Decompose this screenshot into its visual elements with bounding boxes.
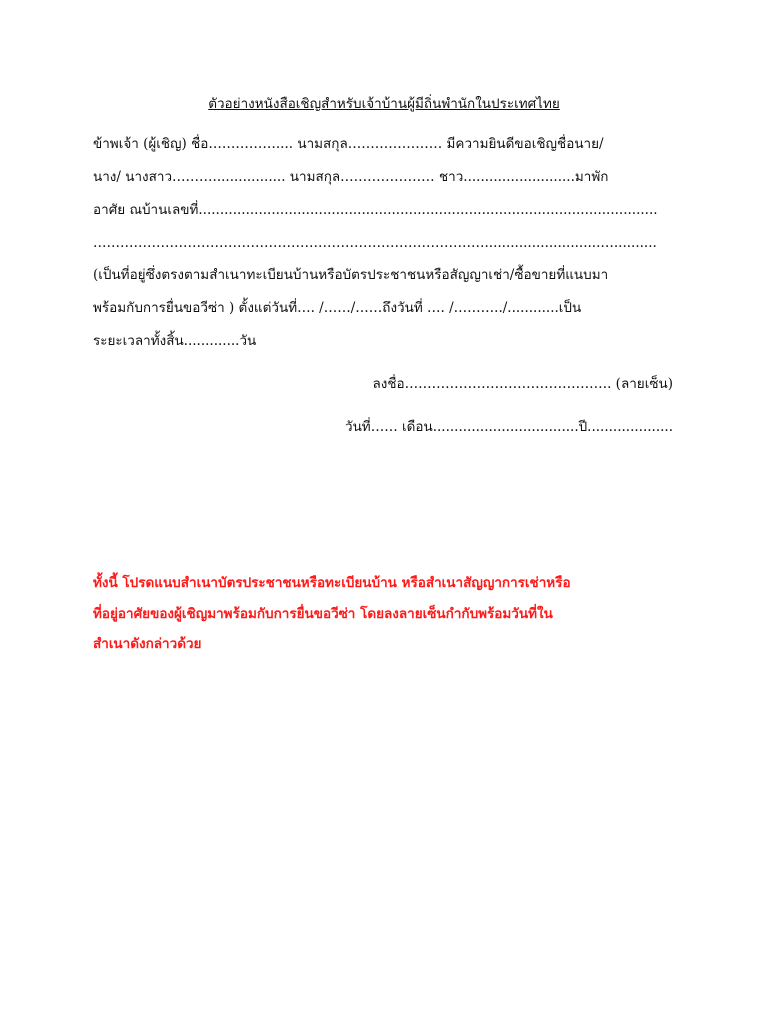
attachment-note-line: สำเนาดังกล่าวด้วย [93,636,202,652]
address-continuation-line: ……………………………………………………………………………...........................….......... [93,235,657,251]
signature-line: ลงชื่อ………………………………………. (ลายเซ็น) [372,376,673,392]
address-line: อาศัย ณบ้านเลขที่........................................................................................................... [93,202,658,218]
stay-duration-line: ระยะเวลาทั้งสิ้น.............วัน [93,333,257,349]
invitee-name-line: นาง/ นางสาว………................. นามสกุล………………… ชาว..........................มาพัก [93,169,609,185]
inviter-name-line: ข้าพเจ้า (ผู้เชิญ) ชื่อ…………….... นามสกุล………………… มีความยินดีขอเชิญชื่อนาย/ [93,136,604,152]
residence-proof-line: (เป็นที่อยู่ซึ่งตรงตามสำเนาทะเบียนบ้านหรือบัตรประชาชนหรือสัญญาเช่า/ซื้อขายที่แนบมา [93,267,609,283]
date-line: วันที่…… เดือน..................................ปี.................... [344,419,673,435]
document-title: ตัวอย่างหนังสือเชิญสำหรับเจ้าบ้านผู้มีถิ่นพำนักในประเทศไทย [208,96,560,112]
attachment-note-line: ที่อยู่อาศัยของผู้เชิญมาพร้อมกับการยื่นขอวีซ่า โดยลงลายเซ็นกำกับพร้อมวันที่ใน [93,606,553,622]
attachment-note-line: ทั้งนี้ โปรดแนบสำเนาบัตรประชาชนหรือทะเบียนบ้าน หรือสำเนาสัญญาการเช่าหรือ [93,575,571,591]
stay-dates-line: พร้อมกับการยื่นขอวีซ่า ) ตั้งแต่วันที่…. /……/……ถึงวันที่ …. /………../............เป็น [93,300,582,316]
